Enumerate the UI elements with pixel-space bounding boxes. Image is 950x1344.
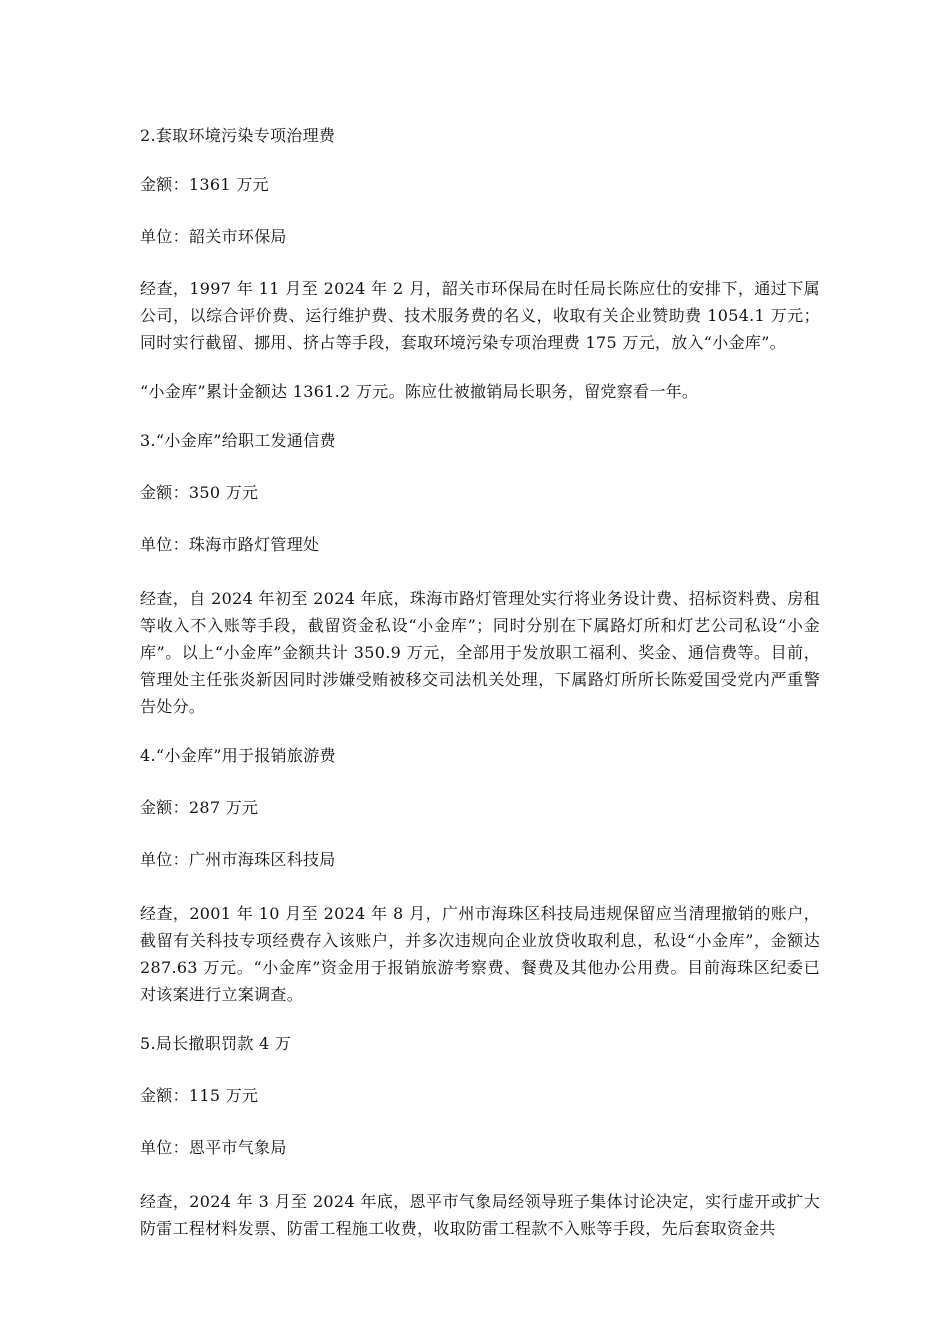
unit-line: 单位：广州市海珠区科技局: [140, 850, 336, 869]
section-3: [140, 427, 820, 720]
amount-line: 金额：1361 万元: [140, 175, 269, 194]
body-paragraph: 经查，自 2024 年初至 2024 年底，珠海市路灯管理处实行将业务设计费、招标资料费、房租等收入不入账等手段，截留资金私设“小金库”；同时分别在下属路灯所和灯艺公司私设“小金库”。以上“小金库”金额共计 350.9 万元，全部用于发放职工福利、奖金、通信费等。目前，管理处主任张炎新因同时涉嫌受贿被移交司法机关处理，下属路灯所所长陈爱国受党内严重警告处分。: [140, 589, 820, 716]
section-heading: 4.“小金库”用于报销旅游费: [140, 746, 336, 765]
section-2: [140, 122, 820, 405]
section-heading: 3.“小金库”给职工发通信费: [140, 431, 336, 450]
body-paragraph: 经查，2001 年 10 月至 2024 年 8 月，广州市海珠区科技局违规保留应当清理撤销的账户，截留有关科技专项经费存入该账户，并多次违规向企业放贷收取利息，私设“小金库”，金额达 287.63 万元。“小金库”资金用于报销旅游考察费、餐费及其他办公用费。目前海珠区纪委已对该案进行立案调查。: [140, 904, 820, 1004]
section-heading: 2.套取环境污染专项治理费: [140, 126, 336, 145]
amount-line: 金额：350 万元: [140, 483, 259, 502]
body-paragraph: 经查，2024 年 3 月至 2024 年底，恩平市气象局经领导班子集体讨论决定，实行虚开或扩大防雷工程材料发票、防雷工程施工收费，收取防雷工程款不入账等手段，先后套取资金共: [140, 1192, 820, 1238]
unit-line: 单位：恩平市气象局: [140, 1138, 287, 1157]
body-paragraph: 经查，1997 年 11 月至 2024 年 2 月，韶关市环保局在时任局长陈应仕的安排下，通过下属公司，以综合评价费、运行维护费、技术服务费的名义，收取有关企业赞助费 1054.1 万元；同时实行截留、挪用、挤占等手段，套取环境污染专项治理费 175 万元，放入“小金库”。: [140, 279, 820, 352]
section-heading: 5.局长撤职罚款 4 万: [140, 1034, 292, 1053]
amount-line: 金额：287 万元: [140, 798, 259, 817]
unit-line: 单位：珠海市路灯管理处: [140, 535, 320, 554]
section-5: [140, 1030, 820, 1242]
unit-line: 单位：韶关市环保局: [140, 227, 287, 246]
document-page: [140, 122, 820, 1242]
summary-paragraph: “小金库”累计金额达 1361.2 万元。陈应仕被撤销局长职务，留党察看一年。: [140, 382, 699, 401]
amount-line: 金额：115 万元: [140, 1086, 259, 1105]
section-4: [140, 742, 820, 1008]
